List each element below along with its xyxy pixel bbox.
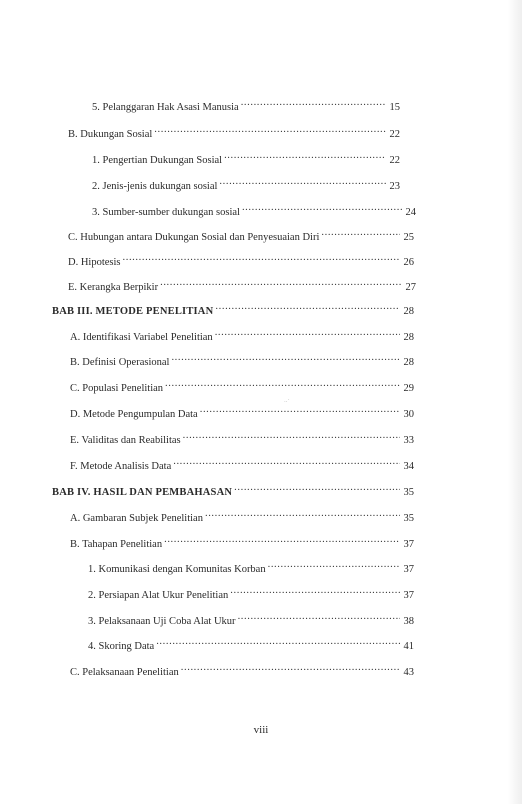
toc-entry-label: 1. Pengertian Dukungan Sosial	[92, 155, 223, 166]
toc-entry	[70, 507, 414, 526]
toc-entry-page: 33	[403, 435, 414, 446]
toc-entry-page: 28	[403, 306, 414, 317]
toc-entry-page: 23	[389, 181, 400, 192]
toc-entry	[70, 455, 414, 474]
toc-entry	[92, 149, 400, 168]
dot-leader	[238, 610, 400, 624]
dot-leader	[156, 635, 400, 649]
toc-entry-page: 37	[403, 564, 414, 575]
toc-entry	[92, 201, 416, 220]
toc-entry-page: 27	[405, 282, 416, 293]
toc-entry-label: 1. Komunikasi dengan Komunitas Korban	[88, 564, 266, 575]
toc-chapter-entry	[52, 300, 414, 319]
toc-entry	[70, 377, 414, 396]
toc-entry-page: 41	[403, 641, 414, 652]
toc-entry-page: 22	[389, 155, 400, 166]
dot-leader	[224, 149, 386, 163]
toc-entry-label: F. Metode Analisis Data	[70, 461, 172, 472]
toc-entry	[88, 558, 414, 577]
dot-leader	[205, 507, 400, 521]
toc-entry	[88, 584, 414, 603]
dot-leader	[268, 558, 400, 572]
toc-entry	[70, 533, 414, 552]
toc-entry-page: 24	[405, 207, 416, 218]
toc-entry	[70, 326, 414, 345]
toc-entry-label: C. Pelaksanaan Penelitian	[70, 667, 179, 678]
toc-entry	[88, 635, 414, 654]
dot-leader	[165, 377, 400, 391]
dot-leader	[160, 276, 402, 290]
dot-leader	[242, 201, 402, 215]
toc-entry	[70, 661, 414, 680]
toc-entry-label: 5. Pelanggaran Hak Asasi Manusia	[92, 102, 239, 113]
page-number: viii	[253, 724, 269, 736]
toc-entry-page: 35	[403, 513, 414, 524]
toc-entry-label: BAB IV. HASIL DAN PEMBAHASAN	[52, 487, 233, 498]
toc-entry-page: 28	[403, 357, 414, 368]
dot-leader	[234, 481, 400, 495]
toc-entry-label: B. Definisi Operasional	[70, 357, 170, 368]
dot-leader	[173, 455, 400, 469]
toc-entry-label: A. Gambaran Subjek Penelitian	[70, 513, 203, 524]
toc-entry-label: C. Populasi Penelitian	[70, 383, 164, 394]
toc-entry	[68, 226, 414, 245]
toc-entry	[88, 610, 414, 629]
dot-leader	[181, 661, 400, 675]
toc-entry-page: 37	[403, 539, 414, 550]
dot-leader	[164, 533, 400, 547]
toc-entry-label: 3. Pelaksanaan Uji Coba Alat Ukur	[88, 616, 236, 627]
dot-leader	[215, 300, 400, 314]
toc-entry-page: 28	[403, 332, 414, 343]
toc-entry-page: 34	[403, 461, 414, 472]
toc-entry-page: 26	[403, 257, 414, 268]
toc-entry-label: 3. Sumber-sumber dukungan sosial	[92, 207, 240, 218]
toc-entry-page: 37	[403, 590, 414, 601]
toc-entry	[92, 175, 400, 194]
dot-leader	[215, 326, 400, 340]
toc-entry-page: 15	[389, 102, 400, 113]
toc-entry-label: D. Metode Pengumpulan Data	[70, 409, 198, 420]
dot-leader	[123, 251, 401, 265]
toc-entry-label: BAB III. METODE PENELITIAN	[52, 306, 214, 317]
toc-entry-page: 30	[403, 409, 414, 420]
dot-leader	[219, 175, 386, 189]
toc-entry-page: 38	[403, 616, 414, 627]
toc-entry-page: 22	[389, 129, 400, 140]
toc-entry-label: C. Hubungan antara Dukungan Sosial dan Penyesuaian Diri	[68, 232, 320, 243]
toc-entry-label: 2. Jenis-jenis dukungan sosial	[92, 181, 218, 192]
dot-leader	[171, 351, 400, 365]
toc-entry-label: E. Validitas dan Reabilitas	[70, 435, 181, 446]
toc-entry-page: 25	[403, 232, 414, 243]
toc-entry	[68, 123, 400, 142]
scan-smudge: ..·	[284, 396, 290, 404]
toc-entry-label: B. Tahapan Penelitian	[70, 539, 163, 550]
toc-entry-label: B. Dukungan Sosial	[68, 129, 153, 140]
dot-leader	[200, 403, 400, 417]
toc-entry	[70, 429, 414, 448]
toc-entry-label: D. Hipotesis	[68, 257, 121, 268]
dot-leader	[154, 123, 386, 137]
toc-entry	[92, 96, 400, 115]
dot-leader	[230, 584, 400, 598]
dot-leader	[183, 429, 400, 443]
toc-entry-label: 2. Persiapan Alat Ukur Penelitian	[88, 590, 229, 601]
toc-entry	[70, 351, 414, 370]
toc-entry	[70, 403, 414, 422]
toc-entry-label: A. Identifikasi Variabel Penelitian	[70, 332, 213, 343]
toc-entry	[68, 251, 414, 270]
toc-entry-page: 35	[403, 487, 414, 498]
toc-chapter-entry	[52, 481, 414, 500]
dot-leader	[321, 226, 400, 240]
toc-entry-page: 29	[403, 383, 414, 394]
toc-entry-label: E. Kerangka Berpikir	[68, 282, 159, 293]
toc-entry-page: 43	[403, 667, 414, 678]
toc-entry-label: 4. Skoring Data	[88, 641, 155, 652]
dot-leader	[241, 96, 386, 110]
toc-entry	[68, 276, 416, 295]
